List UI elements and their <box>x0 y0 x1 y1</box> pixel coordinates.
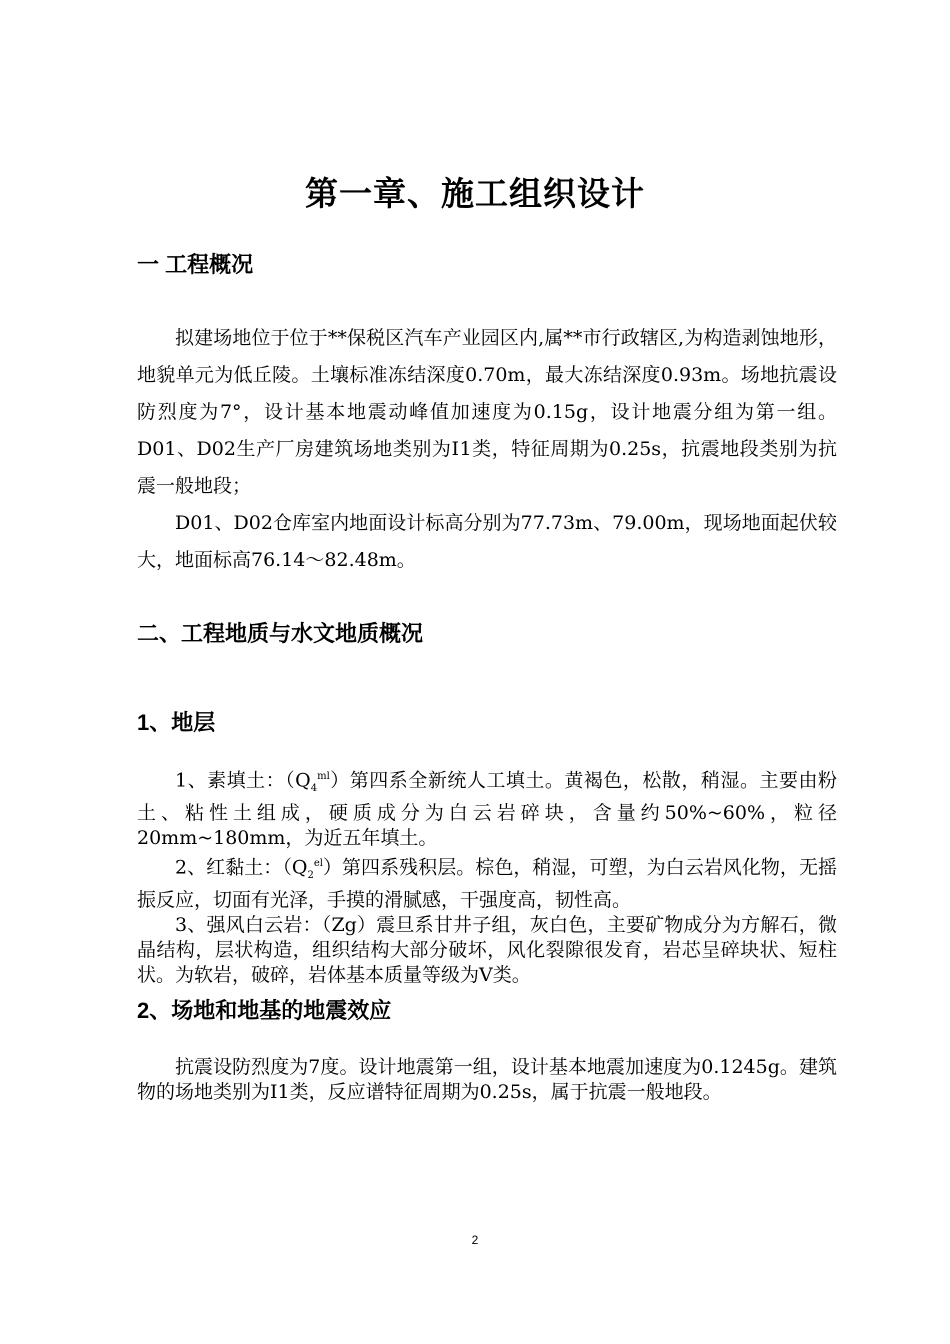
chapter-title: 第一章、施工组织设计 <box>305 174 645 213</box>
overview-paragraphs <box>137 320 837 579</box>
seismic-paragraph: 抗震设防烈度为7度。设计地震第一组，设计基本地震加速度为0.1245g。建筑物的场地类别为Ⅰ1类，反应谱特征周期为0.25s，属于抗震一般地段。 <box>137 1056 837 1103</box>
subsection-heading-seismic: 2、场地和地基的地震效应 <box>137 998 392 1023</box>
section-heading-overview: 一 工程概况 <box>137 252 254 277</box>
strata-item-1: 1、素填土：$(Q_4^{ml})$第四系全新统人工填土。黄褐色，松散，稍湿。主要由粉土、粘性土组成，硬质成分为白云岩碎块，含量约50%~60%，粒径20mm~180mm，为近五年填土。 <box>137 769 837 850</box>
subsection-heading-strata: 1、地层 <box>137 710 216 735</box>
strata-item-2: 2、红黏土：$(Q_2^{el})$第四系残积层。棕色，稍湿，可塑，为白云岩风化物，无摇振反应，切面有光泽，手摸的滑腻感，干强度高，韧性高。 <box>137 856 837 912</box>
overview-paragraph-2: D01、D02仓库室内地面设计标高分别为77.73m、79.00m，现场地面起伏较大，地面标高76.14～82.48m。 <box>137 512 837 571</box>
strata-paragraphs <box>137 764 837 988</box>
strata-item-3: 3、强风白云岩：（Zg）震旦系甘井子组，灰白色，主要矿物成分为方解石，微晶结构，层状构造，组织结构大部分破坏，风化裂隙很发育，岩芯呈碎块状、短柱状。为软岩，破碎，岩体基本质量等级为Ⅴ类。 <box>137 914 837 987</box>
overview-paragraph-1: 拟建场地位于位于**保税区汽车产业园区内,属**市行政辖区,为构造剥蚀地形，地貌单元为低丘陵。土壤标准冻结深度0.70m，最大冻结深度0.93m。场地抗震设防烈度为7°，设计基本地震动峰值加速度为0.15g，设计地震分组为第一组。D01、D02生产厂房建筑场地类别为Ⅰ1类，特征周期为0.25s，抗震地段类别为抗震一般地段； <box>137 327 837 497</box>
section-heading-geology: 二、工程地质与水文地质概况 <box>137 621 424 646</box>
page-number: 2 <box>471 1233 479 1247</box>
